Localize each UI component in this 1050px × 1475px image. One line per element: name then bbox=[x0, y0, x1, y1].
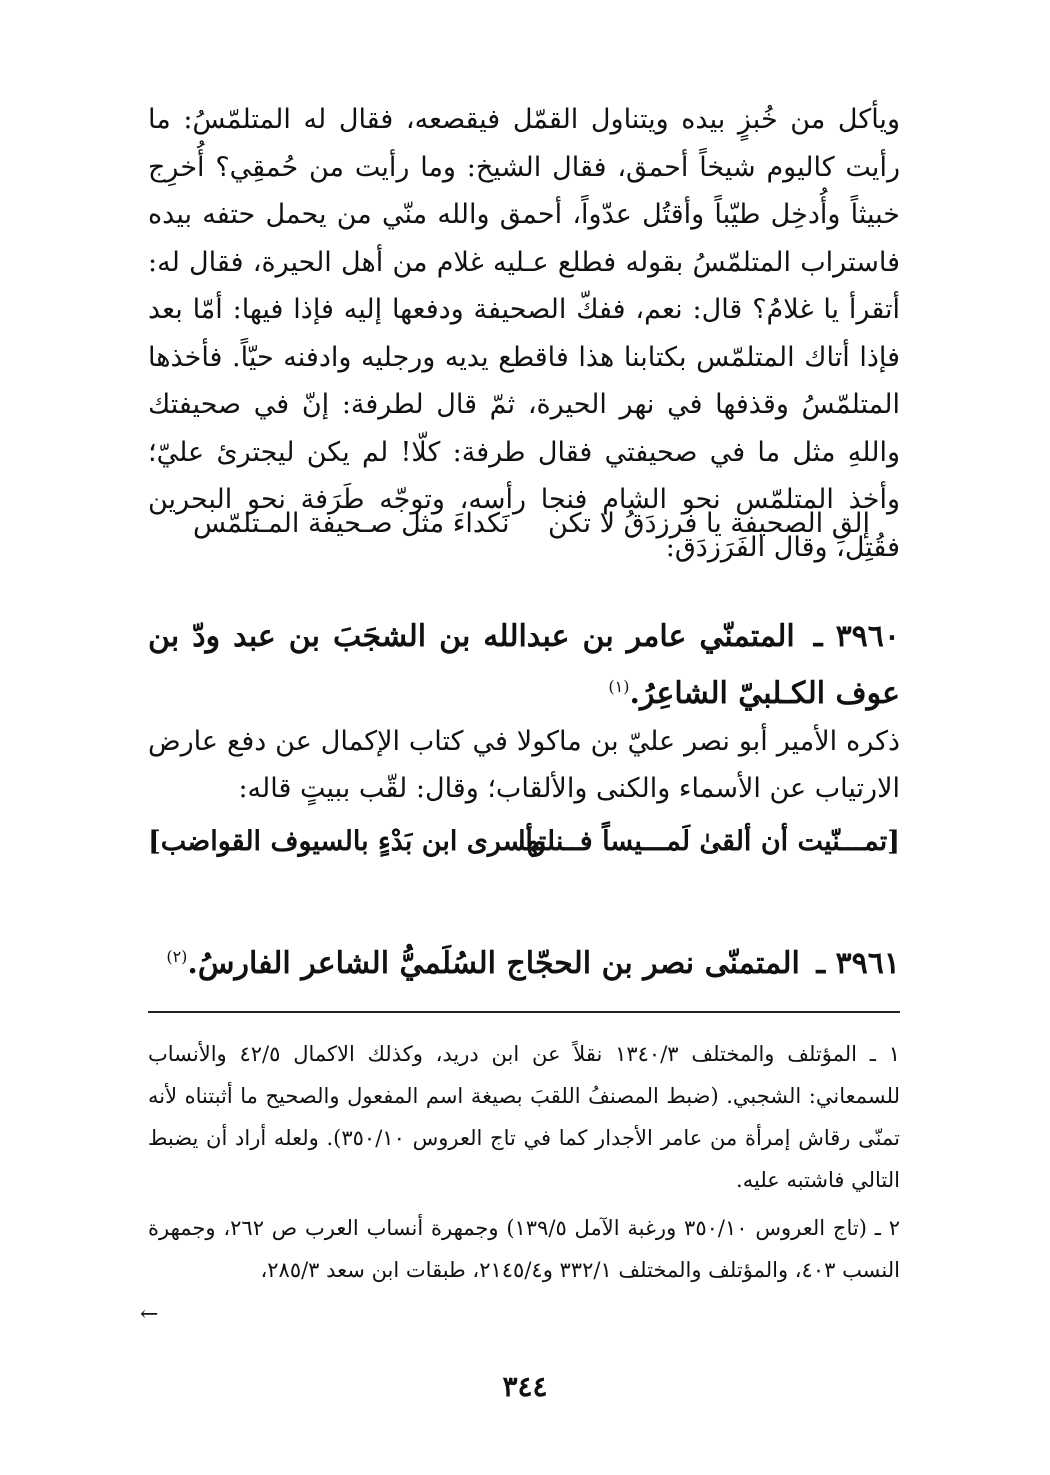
entry-paragraph: ذكره الأمير أبو نصر عليّ بن ماكولا في كتاب الإكمال عن دفع عارض الارتياب عن الأسماء والكنى والألقاب؛ وقال: لقّب ببيتٍ قاله: bbox=[148, 726, 900, 804]
verse-farazdaq bbox=[148, 508, 900, 556]
footnote-2: ٢ ـ (تاج العروس ٣٥٠/١٠ ورغبة الآمل ١٣٩/٥) وجمهرة أنساب العرب ص ٢٦٢، وجمهرة النسب ٤٠٣، والمؤتلف والمختلف ٣٣٢/١ و٢١٤٥/٤، طبقات ابن سعد ٢٨٥/٣، bbox=[148, 1216, 900, 1282]
footnote-divider bbox=[148, 1011, 900, 1013]
footnote-1: ١ ـ المؤتلف والمختلف ١٣٤٠/٣ نقلاً عن ابن دريد، وكذلك الاكمال ٤٢/٥ والأنساب للسمعاني: الشجبي. (ضبط المصنفُ اللقبَ بصيغة اسم المفعول والصحيح ما أثبتناه لأنه تمنّى رقاش إمرأة من عامر الأجدار كما في تاج العروس ٣٥٠/١٠). ولعله أراد أن يضبط التالي فاشتبه عليه. bbox=[148, 1042, 900, 1192]
entry-heading-3960 bbox=[148, 612, 900, 719]
body-paragraph: ويأكل من خُبزٍ بيده ويتناول القمّل فيقصعه، فقال له المتلمّسُ: ما رأيت كاليوم شيخاً أحمق، فقال الشيخ: وما رأيت من حُمقِي؟ أُخرِج خبيثاً وأُدخِل طيّباً وأقتُل عدّواً، أحمق والله منّي من يحمل حتفه بيده فاستراب المتلمّسُ بقوله فطلع عـليه غلام من أهل الحيرة، فقال له: أتقرأ يا غلامُ؟ قال: نعم، ففكّ الصحيفة ودفعها إليه فإذا فيها: أمّا بعد فإذا أتاك المتلمّس بكتابنا هذا فاقطع يديه ورجليه وادفنه حيّاً. فأخذها المتلمّسُ وقذفها في نهر الحيرة، ثمّ قال لطرفة: إنّ في صحيفتك واللهِ مثل ما في صحيفتي فقال طرفة: كلّا! لم يكن ليجترئ عليّ؛ وأخذ المتلمّس نحو الشام فنجا رأسه، وتوجّه طَرَفة نحو البحرين فقُتِل، وقال الفَرَزدَق: bbox=[148, 104, 900, 563]
footnote-ref-1: (١) bbox=[608, 677, 630, 696]
verse-mutamanni bbox=[148, 826, 900, 874]
verse-hemistich-second: وأسرى ابن بَدْءٍ بالسيوف القواضب] bbox=[148, 826, 546, 857]
verse-hemistich-second: نَكداءَ مثل صـحيفة المـتلمّس bbox=[193, 508, 510, 539]
entry-number: ٣٩٦٠ ـ bbox=[813, 619, 901, 654]
verse-hemistich-first: إلقِ الصحيفة يا فرزدَقُ لا تكن bbox=[548, 508, 870, 539]
page-number: ٣٤٤ bbox=[502, 1370, 548, 1403]
continuation-arrow-icon: ← bbox=[140, 1302, 159, 1327]
verse-hemistich-first: [تمـــنّيت أن ألقىٰ لَمـــيساً فــنلتها bbox=[518, 826, 900, 857]
footnotes bbox=[148, 1033, 900, 1297]
entry-title: المتمنّي عامر بن عبدالله بن الشجَبَ بن عبد ودّ بن عوف الكـلبيّ الشاعِرُ. bbox=[148, 619, 900, 711]
body-text bbox=[148, 96, 900, 571]
entry-number: ٣٩٦١ ـ bbox=[816, 946, 900, 981]
footnote-ref-2: (٢) bbox=[166, 947, 188, 966]
entry-heading-3961 bbox=[148, 932, 900, 989]
entry-title: المتمنّى نصر بن الحجّاج السُلَميُّ الشاعر الفارسُ. bbox=[187, 946, 800, 981]
entry-text-3960 bbox=[148, 718, 900, 812]
